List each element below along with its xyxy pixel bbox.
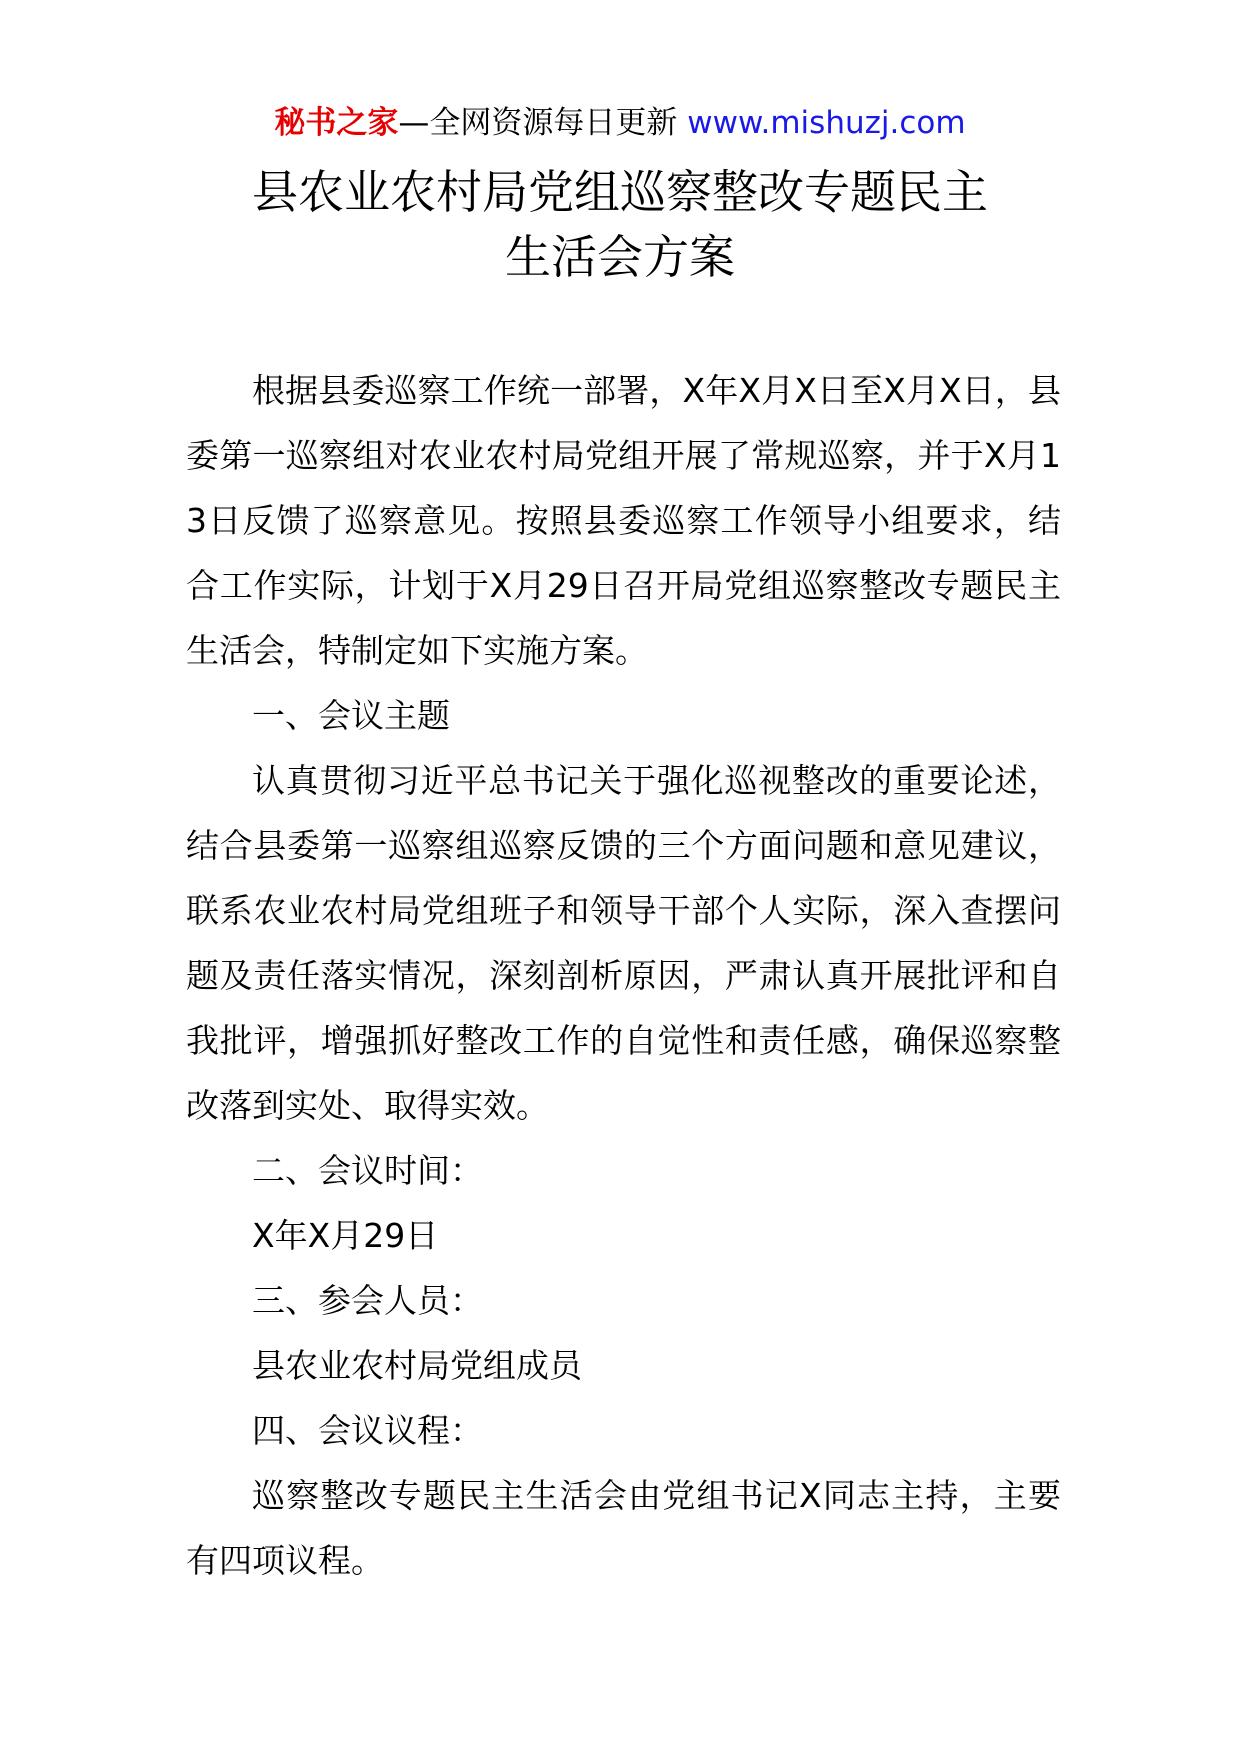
section-heading-theme: 一、会议主题 xyxy=(252,696,450,735)
section-heading-time: 二、会议时间： xyxy=(252,1151,483,1190)
document-title-line-2: 生活会方案 xyxy=(505,230,735,284)
section-heading-agenda: 四、会议议程： xyxy=(252,1411,483,1450)
paragraph-time: X年X月29日 xyxy=(252,1216,439,1255)
paragraph-theme: 认真贯彻习近平总书记关于强化巡视整改的重要论述，结合县委第一巡察组巡察反馈的三个方面问题和意见建议，联系农业农村局党组班子和领导干部个人实际，深入查摆问题及责任落实情况，深刻剖析原因，严肃认真开展批评和自我批评，增强抓好整改工作的自觉性和责任感，确保巡察整改落到实处、取得实效。 xyxy=(186,761,1061,1125)
document-title-line-1: 县农业农村局党组巡察整改专题民主 xyxy=(252,165,988,219)
document-body xyxy=(186,358,1061,1593)
banner-tagline: —全网资源每日更新 xyxy=(398,105,688,141)
site-banner xyxy=(0,101,1240,145)
paragraph-agenda: 巡察整改专题民主生活会由党组书记X同志主持，主要有四项议程。 xyxy=(186,1476,1061,1580)
paragraph-attendees: 县农业农村局党组成员 xyxy=(252,1346,582,1385)
banner-brand: 秘书之家 xyxy=(274,105,399,141)
section-heading-attendees: 三、参会人员： xyxy=(252,1281,483,1320)
paragraph-intro: 根据县委巡察工作统一部署，X年X月X日至X月X日，县委第一巡察组对农业农村局党组开展了常规巡察，并于X月13日反馈了巡察意见。按照县委巡察工作领导小组要求，结合工作实际，计划于X月29日召开局党组巡察整改专题民主生活会，特制定如下实施方案。 xyxy=(186,371,1061,670)
banner-url-link[interactable]: www.mishuzj.com xyxy=(687,105,966,141)
